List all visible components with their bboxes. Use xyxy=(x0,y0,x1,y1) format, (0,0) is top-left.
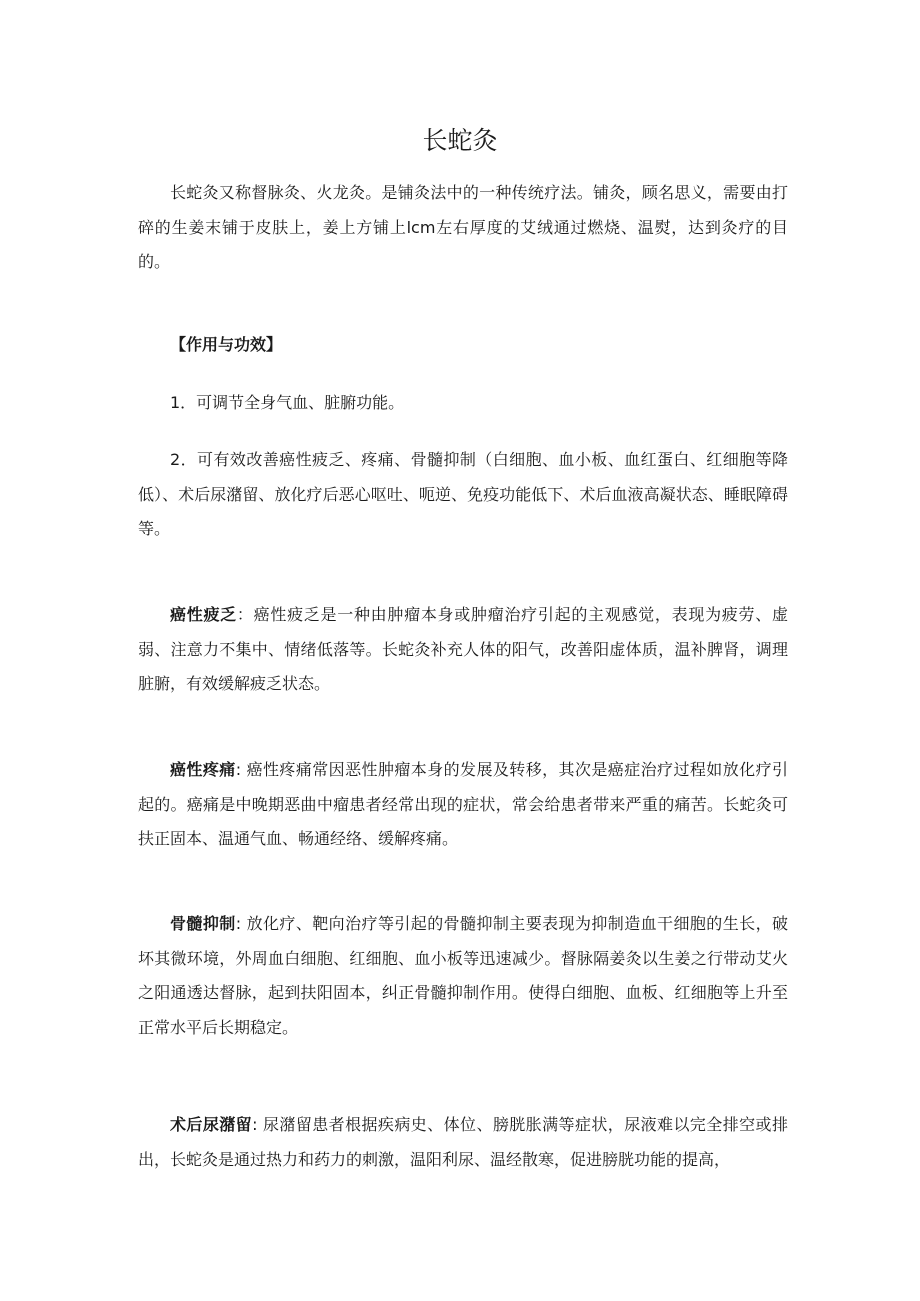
pain-label: 癌性疼痛 xyxy=(170,760,236,779)
marrow-paragraph xyxy=(138,907,788,1045)
intro-paragraph: 长蛇灸又称督脉灸、火龙灸。是铺灸法中的一种传统疗法。铺灸，顾名思义，需要由打碎的生姜末铺于皮肤上，姜上方铺上lcm左右厚度的艾绒通过燃烧、温熨，达到灸疗的目的。 xyxy=(138,183,788,271)
fatigue-separator: ： xyxy=(236,605,254,624)
marrow-label: 骨髓抑制 xyxy=(170,914,236,933)
marrow-separator: : xyxy=(235,914,247,933)
list-item: 2．可有效改善癌性疲乏、疼痛、骨髓抑制（白细胞、血小板、血红蛋白、红细胞等降低）、术后尿潴留、放化疗后恶心呕吐、呃逆、免疫功能低下、术后血液高凝状态、睡眠障碍等。 xyxy=(138,450,788,538)
fatigue-text: 癌性疲乏是一种由肿瘤本身或肿瘤治疗引起的主观感觉，表现为疲劳、虚弱、注意力不集中、情绪低落等。长蛇灸补充人体的阳气，改善阳虚体质，温补脾肾，调理脏腑，有效缓解疲乏状态。 xyxy=(138,605,788,693)
pain-paragraph xyxy=(138,753,788,857)
urine-separator: : xyxy=(252,1115,263,1134)
urine-text: 尿潴留患者根据疾病史、体位、膀胱胀满等症状，尿液难以完全排空或排出，长蛇灸是通过热力和药力的刺激，温阳利尿、温经散寒，促进膀胱功能的提高， xyxy=(138,1115,788,1169)
pain-separator: : xyxy=(235,760,247,779)
page-title: 长蛇灸 xyxy=(422,126,498,155)
pain-text: 癌性疼痛常因恶性肿瘤本身的发展及转移，其次是癌症治疗过程如放化疗引起的。癌痛是中晚期恶曲中瘤患者经常出现的症状，常会给患者带来严重的痛苦。长蛇灸可扶正固本、温通气血、畅通经络、缓解疼痛。 xyxy=(138,760,788,848)
fatigue-label: 癌性疲乏 xyxy=(170,605,237,624)
section-heading: 【作用与功效】 xyxy=(170,335,283,354)
urine-label: 术后尿潴留 xyxy=(170,1115,253,1134)
marrow-text: 放化疗、靶向治疗等引起的骨髓抑制主要表现为抑制造血干细胞的生长，破坏其微环境，外周血白细胞、红细胞、血小板等迅速减少。督脉隔姜灸以生姜之行带动艾火之阳通透达督脉，起到扶阳固本，纠正骨髓抑制作用。使得白细胞、血板、红细胞等上升至正常水平后长期稳定。 xyxy=(138,914,788,1037)
list-item: 1．可调节全身气血、脏腑功能。 xyxy=(170,393,405,412)
urine-paragraph xyxy=(138,1108,788,1177)
fatigue-paragraph xyxy=(138,598,788,702)
